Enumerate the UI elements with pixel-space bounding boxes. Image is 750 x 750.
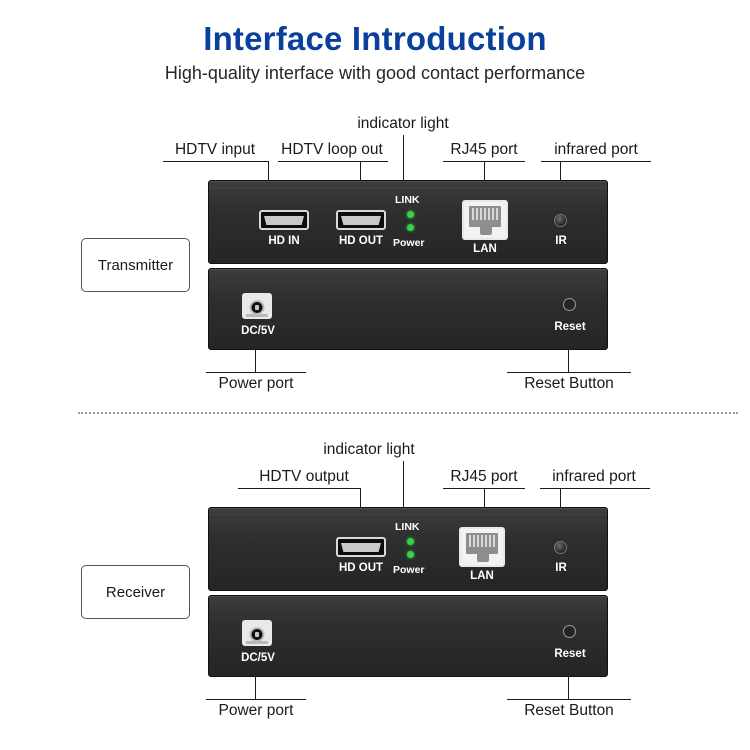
leader-power-port-rx-h	[206, 699, 306, 700]
rx-reset-label: Reset	[554, 648, 586, 660]
callout-rj45-port-rx: RJ45 port	[450, 468, 518, 485]
page-title: Interface Introduction	[203, 20, 547, 57]
leader-reset-tx-v	[568, 348, 569, 372]
rx-power-led	[407, 551, 414, 558]
rj45-pins	[469, 535, 495, 547]
tx-dc-jack[interactable]	[242, 293, 272, 319]
callout-power-port-tx: Power port	[218, 375, 294, 392]
tx-dc-label: DC/5V	[241, 325, 275, 337]
hdmi-in-inner	[264, 216, 304, 225]
tx-ir-jack[interactable]	[554, 214, 567, 227]
tx-ir-label: IR	[555, 235, 567, 247]
tx-hdmi-out-port[interactable]	[336, 210, 386, 230]
receiver-back-panel	[208, 595, 608, 677]
leader-hdtv-loop-h	[278, 161, 388, 162]
rx-hd-out-label: HD OUT	[338, 562, 384, 574]
rj45-cavity	[466, 533, 498, 554]
callout-power-port-rx: Power port	[218, 702, 294, 719]
transmitter-back-panel	[208, 268, 608, 350]
leader-reset-rx-h	[507, 699, 631, 700]
dc-jack-tab	[246, 641, 268, 644]
rx-dc-jack[interactable]	[242, 620, 272, 646]
receiver-name: Receiver	[105, 583, 166, 601]
tx-lan-label: LAN	[473, 243, 497, 255]
leader-ir-rx-h	[540, 488, 650, 489]
tx-reset-hole[interactable]	[563, 298, 576, 311]
rx-reset-hole[interactable]	[563, 625, 576, 638]
leader-power-port-tx-h	[206, 372, 306, 373]
tx-hdmi-in-port[interactable]	[259, 210, 309, 230]
leader-hdtv-input-h	[163, 161, 268, 162]
transmitter-name-box	[81, 238, 190, 292]
callout-infrared-port-tx: infrared port	[554, 141, 638, 158]
hdmi-out-inner	[341, 216, 381, 225]
callout-hdtv-input: HDTV input	[174, 141, 256, 158]
leader-power-port-tx-v	[255, 348, 256, 372]
callout-infrared-port-rx: infrared port	[552, 468, 636, 485]
leader-power-port-rx-v	[255, 675, 256, 699]
callout-reset-button-tx: Reset Button	[524, 375, 614, 392]
receiver-name-box	[81, 565, 190, 619]
rj45-pins	[472, 208, 498, 220]
tx-reset-label: Reset	[554, 321, 586, 333]
page-subtitle: High-quality interface with good contact performance	[164, 63, 586, 83]
transmitter-name: Transmitter	[97, 256, 174, 274]
rx-power-led-label: Power	[393, 564, 425, 576]
tx-link-led-label: LINK	[395, 194, 420, 206]
tx-hd-out-label: HD OUT	[338, 235, 384, 247]
receiver-front-panel	[208, 507, 608, 591]
tx-link-led	[407, 211, 414, 218]
transmitter-front-panel	[208, 180, 608, 264]
rj45-cavity	[469, 206, 501, 227]
tx-hd-in-label: HD IN	[268, 235, 300, 247]
rx-link-led	[407, 538, 414, 545]
rj45-notch	[477, 552, 489, 562]
rx-dc-label: DC/5V	[241, 652, 275, 664]
tx-power-led	[407, 224, 414, 231]
callout-indicator-light-tx: indicator light	[357, 115, 449, 132]
section-divider	[78, 412, 738, 414]
callout-reset-button-rx: Reset Button	[524, 702, 614, 719]
rx-ir-jack[interactable]	[554, 541, 567, 554]
leader-hdtv-output-h	[238, 488, 360, 489]
dc-jack-pin	[255, 632, 259, 637]
callout-rj45-port-tx: RJ45 port	[450, 141, 518, 158]
callout-indicator-light-rx: indicator light	[323, 441, 415, 458]
tx-power-led-label: Power	[393, 237, 425, 249]
hdmi-out-inner	[341, 543, 381, 552]
rj45-notch	[480, 225, 492, 235]
rx-rj45-port[interactable]	[459, 527, 505, 567]
callout-hdtv-loop-out: HDTV loop out	[281, 141, 383, 158]
rx-hdmi-out-port[interactable]	[336, 537, 386, 557]
rx-lan-label: LAN	[470, 570, 494, 582]
leader-reset-rx-v	[568, 675, 569, 699]
dc-jack-pin	[255, 305, 259, 310]
rx-link-led-label: LINK	[395, 521, 420, 533]
leader-reset-tx-h	[507, 372, 631, 373]
leader-ir-tx-h	[541, 161, 651, 162]
rx-ir-label: IR	[555, 562, 567, 574]
callout-hdtv-output: HDTV output	[259, 468, 349, 485]
dc-jack-tab	[246, 314, 268, 317]
tx-rj45-port[interactable]	[462, 200, 508, 240]
